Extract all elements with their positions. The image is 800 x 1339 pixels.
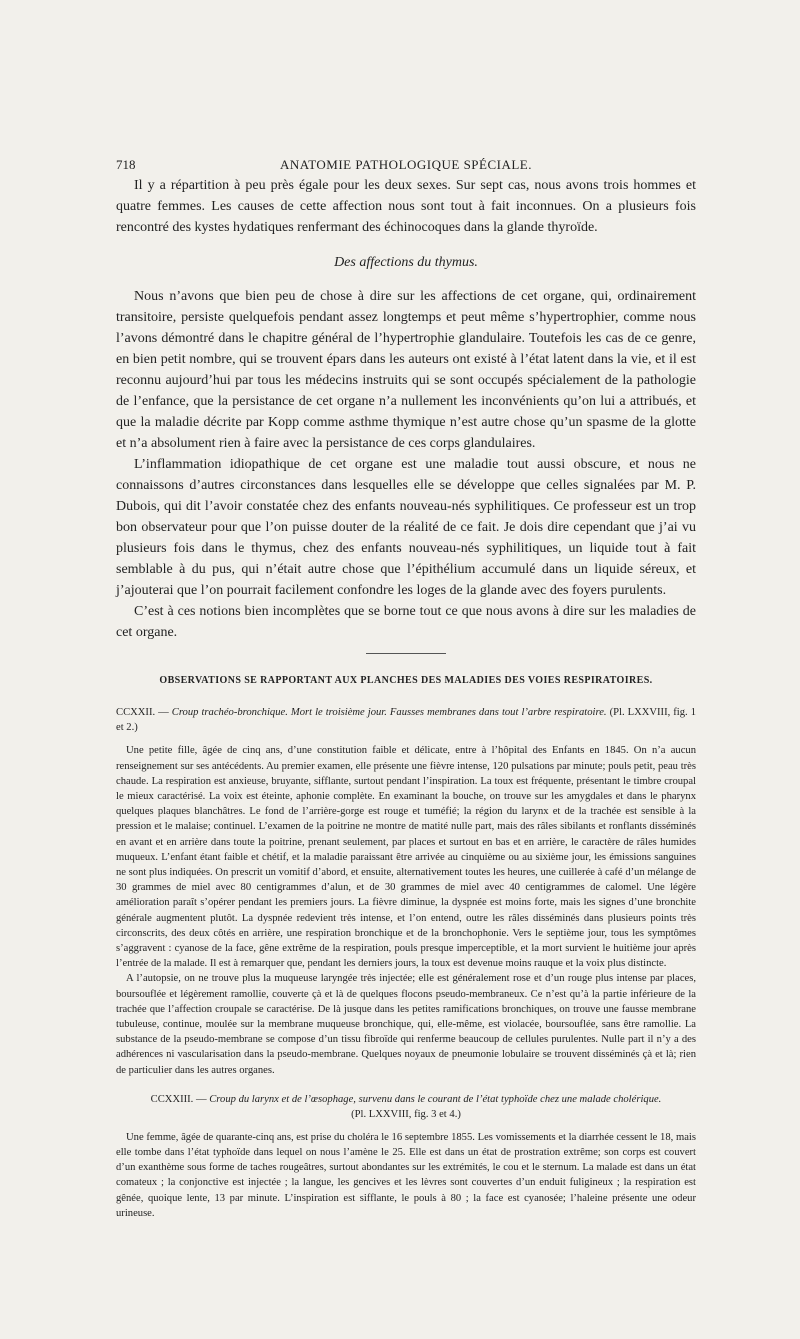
- paragraph: L’inflammation idiopathique de cet organe est une maladie tout aussi obscure, et nous ne connaissons d’autres circonstances dans lesquelles elle se développe que celles signalées par M. P. Dubois, qui dit l’avoir constatée chez des enfants nouveau-nés syphilitiques. Ce professeur est un trop bon observateur pour que l’on puisse douter de la réalité de ce fait. Je dois dire cependant que j’ai vu plusieurs fois dans le thymus, chez des enfants nouveau-nés syphilitiques, un liquide tout à fait semblable à du pus, qui n’était autre chose que l’épithélium accumulé dans un liquide séreux, et j’ajouterai que l’on pourrait facilement confondre les loges de la glande avec des foyers purulents.: [116, 457, 696, 598]
- observation-paragraph: A l’autopsie, on ne trouve plus la muqueuse laryngée très injectée; elle est généralement rose et d’un rouge plus intense par places, boursouflée et légèrement ramollie, couverte çà et là de quelques flocons pseudo-membraneux. Ce n’est qu’à la partie inférieure de la trachée que l’affection croupale se caractérise. De là jusque dans les petites ramifications bronchiques, on trouve une fausse membrane tubuleuse, continue, moulée sur la membrane muqueuse bronchique, qui, elle-même, est violacée, boursouflée, sans être ramollie. La substance de la pseudo-membrane se compose d’un tissu fibroïde qui renferme beaucoup de cellules purulentes. Nulle part il n’y a des adhérences ni vascularisation dans la pseudo-membrane. Quelques noyaux de pneumonie lobulaire se trouvent disséminés çà et là; rien de particulier dans les autres organes.: [116, 973, 696, 1076]
- page-header: [116, 157, 696, 175]
- observation-paragraph: Une femme, âgée de quarante-cinq ans, est prise du choléra le 16 septembre 1855. Les vomissements et la diarrhée cessent le 18, mais elle tombe dans l’état typhoïde dans lequel on nous l’amène le 25. Elle est dans un état de prostration extrême; son corps est couvert d’un exanthème sous forme de taches rougeâtres, surtout abondantes sur les extrémités, le cou et le sternum. La malade est dans un état comateux ; la conjonctive est injectée ; la langue, les gencives et les lèvres sont couvertes d’un enduit fuligineux ; la respiration est gênée, quoique lente, 13 par minute. L’inspiration est sifflante, le pouls à 80 ; la face est cyanosée; l’haleine présente une odeur urineuse.: [116, 1131, 696, 1219]
- plate-reference: (Pl. LXXVIII, fig. 1 et 2.): [116, 707, 696, 734]
- main-text: [116, 175, 696, 1221]
- observation-2-heading: [116, 1092, 696, 1122]
- observation-subtitle: Croup trachéo-bronchique. Mort le troisième jour. Fausses membranes dans tout l’arbre respiratoire.: [171, 707, 607, 718]
- observation-subtitle: Croup du larynx et de l’œsophage, survenu dans le courant de l’état typhoïde chez une malade cholérique.: [209, 1093, 662, 1105]
- section-title: Des affections du thymus.: [334, 255, 478, 270]
- observation-number: CCXXII. —: [116, 707, 169, 718]
- section-divider: [366, 653, 446, 654]
- running-title: ANATOMIE PATHOLOGIQUE SPÉCIALE.: [279, 157, 533, 172]
- observation-1: [116, 705, 696, 1221]
- paragraph: C’est à ces notions bien incomplètes que se borne tout ce que nous avons à dire sur les maladies de cet organe.: [116, 604, 696, 640]
- paragraph: Nous n’avons que bien peu de chose à dire sur les affections de cet organe, qui, ordinairement transitoire, persiste quelquefois pendant assez longtemps et peut même s’hypertrophier, comme nous l’avons démontré dans le chapitre général de l’hypertrophie glandulaire. Toutefois les cas de ce genre, en bien petit nombre, qui se trouvent épars dans les auteurs ont existé à l’état latent dans la vie, et il est reconnu aujourd’hui par tous les médecins instruits qui se sont occupés spécialement de la pathologie de l’enfance, que la persistance de cet organe n’a nullement les inconvénients qu’on lui a attribués, et que la maladie décrite par Kopp comme asthme thymique n’est autre chose qu’un spasme de la glotte et n’a absolument rien à faire avec la persistance de ces corps glandulaires.: [116, 289, 696, 451]
- observation-paragraph: Une petite fille, âgée de cinq ans, d’une constitution faible et délicate, entre à l’hôpital des Enfants en 1845. On n’a aucun renseignement sur ses antécédents. Au premier examen, elle présente une fièvre intense, 120 pulsations par minute; pouls petit, peau très chaude. La respiration est anxieuse, bruyante, sifflante, surtout pendant l’inspiration. La toux est fréquente, présentant le timbre croupal le mieux caractérisé. La voix est éteinte, aphonie complète. En examinant la bouche, on trouve sur les amygdales et dans le pharynx quelques plaques blanchâtres. Le fond de l’arrière-gorge est rouge et tuméfié; la région du larynx et de la trachée est sensible à la pression et le malaise; continuel. L’examen de la poitrine ne montre de matité nulle part, mais des râles sibilants et ronflants disséminés en avant et en arrière dans toute la poitrine, prenant seulement, par places et surtout en bas et en arrière, le caractère de râles humides muqueux. L’enfant étant faible et chétif, et la maladie paraissant être arrivée au cinquième ou au sixième jour, les émissions sanguines ne sont plus indiquées. On prescrit un vomitif d’abord, et ensuite, alternativement toutes les heures, une cuillerée à café d’un mélange de 30 grammes de miel avec 80 centigrammes d’alun, et de 30 grammes de miel avec 40 centigrammes de calomel. Une légère amélioration paraît s’opérer pendant les premiers jours. La fièvre diminue, la dyspnée est moins forte, mais les signes d’une bronchite générale augmentent plutôt. La dyspnée redevient très intense, et l’on entend, outre les râles disséminés dans plusieurs points très circonscrits, des deux côtés en arrière, une respiration bronchique et de la bronchophonie. Vers le septième jour, tous les symptômes s’aggravent : cyanose de la face, gêne extrême de la respiration, pouls presque imperceptible, et la mort survient le huitième jour après l’entrée de la malade. Il est à remarquer que, pendant les derniers jours, la toux est devenue moins rauque et la voix plus distincte.: [116, 745, 696, 970]
- plate-reference: (Pl. LXXVIII, fig. 3 et 4.): [351, 1108, 461, 1120]
- page-number: 718: [116, 157, 136, 172]
- observation-number: CCXXIII. —: [150, 1093, 207, 1105]
- observation-1-heading: [116, 705, 696, 735]
- paragraph: Il y a répartition à peu près égale pour les deux sexes. Sur sept cas, nous avons trois hommes et quatre femmes. Les causes de cette affection nous sont tout à fait inconnues. On a plusieurs fois rencontré des kystes hydatiques renfermant des échinocoques dans la glande thyroïde.: [116, 178, 696, 235]
- observations-title: OBSERVATIONS SE RAPPORTANT AUX PLANCHES DES MALADIES DES VOIES RESPIRATOIRES.: [159, 675, 653, 686]
